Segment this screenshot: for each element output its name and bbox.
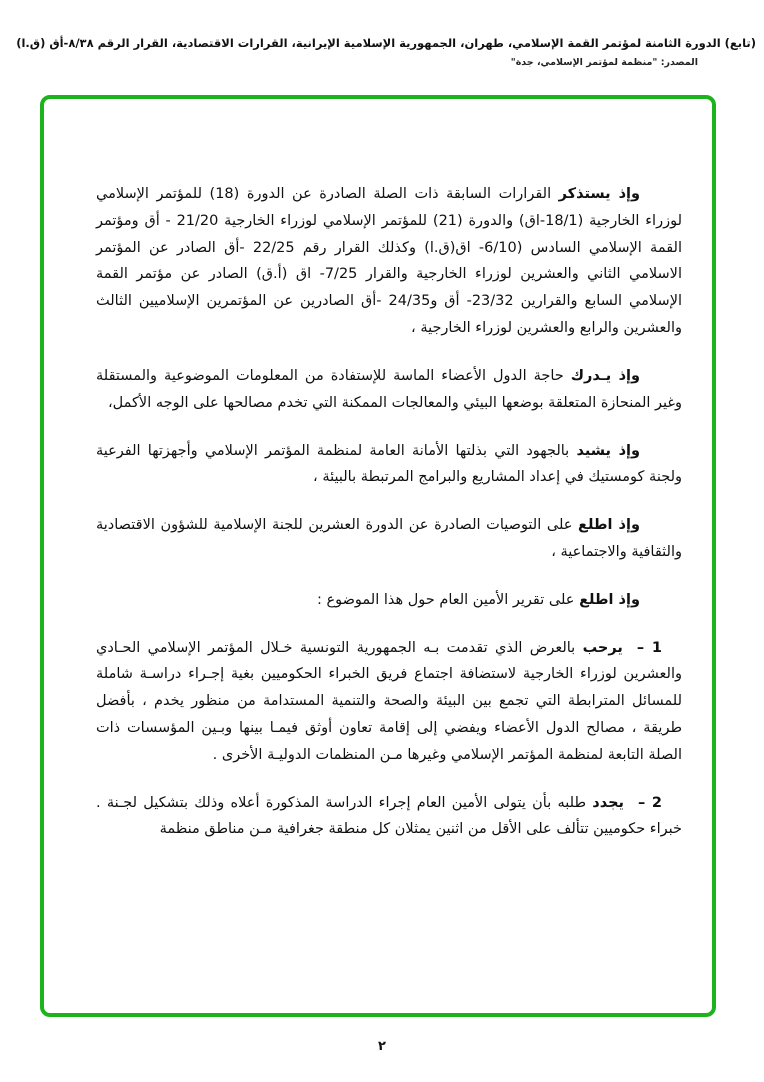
paragraph-text: على التوصيات الصادرة عن الدورة العشرين للجنة الإسلامية للشؤون الاقتصادية والثقافية والاجتماعية ، (96, 517, 682, 560)
paragraph-recalling (96, 181, 682, 342)
numbered-item-1 (96, 635, 682, 769)
page-number: ٢ (378, 1039, 386, 1054)
paragraph-lead: وإذ يستذكر (558, 186, 640, 202)
item-lead: يرحب (582, 639, 623, 656)
paragraph-lead: وإذ يـدرك (570, 367, 641, 384)
paragraph-lead: وإذ يشيد (576, 442, 641, 459)
item-number: 1 – (636, 639, 662, 656)
green-border-frame (40, 95, 716, 1017)
item-number: 2 – (637, 794, 662, 811)
paragraph-aware (96, 363, 682, 417)
numbered-item-2 (96, 790, 682, 844)
paragraph-lead: وإذ اطلع (578, 517, 640, 534)
paragraph-noting-recommendations (96, 512, 682, 566)
paragraph-text: على تقرير الأمين العام حول هذا الموضوع : (316, 591, 580, 608)
paragraph-text: بالجهود التي بذلتها الأمانة العامة لمنظمة المؤتمر الإسلامي وأجهزتها الفرعية ولجنة كومستيك في إعداد المشاريع والبرامج المرتبطة بالبيئة ، (96, 442, 682, 486)
paragraph-lead: وإذ اطلع (579, 591, 640, 608)
paragraph-commending (96, 438, 682, 492)
item-text: بالعرض الذي تقدمت بـه الجمهورية التونسية خـلال المؤتمر الإسلامي الحـادي والعشرين لوزراء الخارجية لاستضافة اجتماع فريق الخبراء الحكوميين بغية إجـراء دراسـة شاملة للمسائل المترابطة التي تجمع بين البيئة والصحة والتنمية المستدامة من منظور يخدم ، بأفضل طريقة ، مصالح الدول الأعضاء ويفضي إلى إقامة تعاون أوثق فيمـا بينها وبـين المؤسسات ذات الصلة التابعة لمنظمة المؤتمر الإسلامي وغيرها مـن المنظمات الدوليـة الأخرى . (96, 639, 682, 763)
paragraph-noting-report (96, 587, 682, 614)
paragraph-text: القرارات السابقة ذات الصلة الصادرة عن الدورة (18) للمؤتمر الإسلامي لوزراء الخارجية (18/1-اق) والدورة (21) للمؤتمر الإسلامي لوزراء الخارجية 21/20 - أق ومؤتمر القمة الإسلامي السادس (6/10- اق(ق.ا) وكذلك القرار رقم 22/25 -أق الصادر عن المؤتمر الاسلامي الثاني والعشرين لوزراء الخارجية والقرار 7/25- اق (أ.ق) الصادر عن مؤتمر القمة الإسلامي السابع والقرارين 23/32- أق و24/35 -أق الصادرين عن المؤتمرين الإسلاميين الثالث والعشرين والرابع والعشرين لوزراء الخارجية ، (96, 186, 683, 337)
item-text: طلبه بأن يتولى الأمين العام إجراء الدراسة المذكورة أعلاه وذلك بتشكيل لجـنة . خبراء حكوميين تتألف على الأقل من اثنين يمثلان كل منطقة جغرافية مـن مناطق منظمة (96, 794, 682, 838)
item-lead: يجدد (592, 794, 624, 811)
header-title: (تابع) الدورة الثامنة لمؤتمر القمة الإسلامي، طهران، الجمهورية الإسلامية الإيرانية، القرارات الاقتصادية، القرار الرقم ٨/٣٨-أق (ق.ا) (16, 36, 756, 50)
paragraph-text: حاجة الدول الأعضاء الماسة للإستفادة من المعلومات الموضوعية والمستقلة وغير المنحازة المتعلقة بوضعها البيئي والمعالجات الممكنة التي تخدم مصالحها على الوجه الأكمل، (96, 367, 682, 411)
header-source: المصدر: "منظمة لمؤتمر الإسلامي، جدة" (510, 57, 698, 68)
document-body (96, 181, 682, 864)
document-header (8, 36, 756, 68)
